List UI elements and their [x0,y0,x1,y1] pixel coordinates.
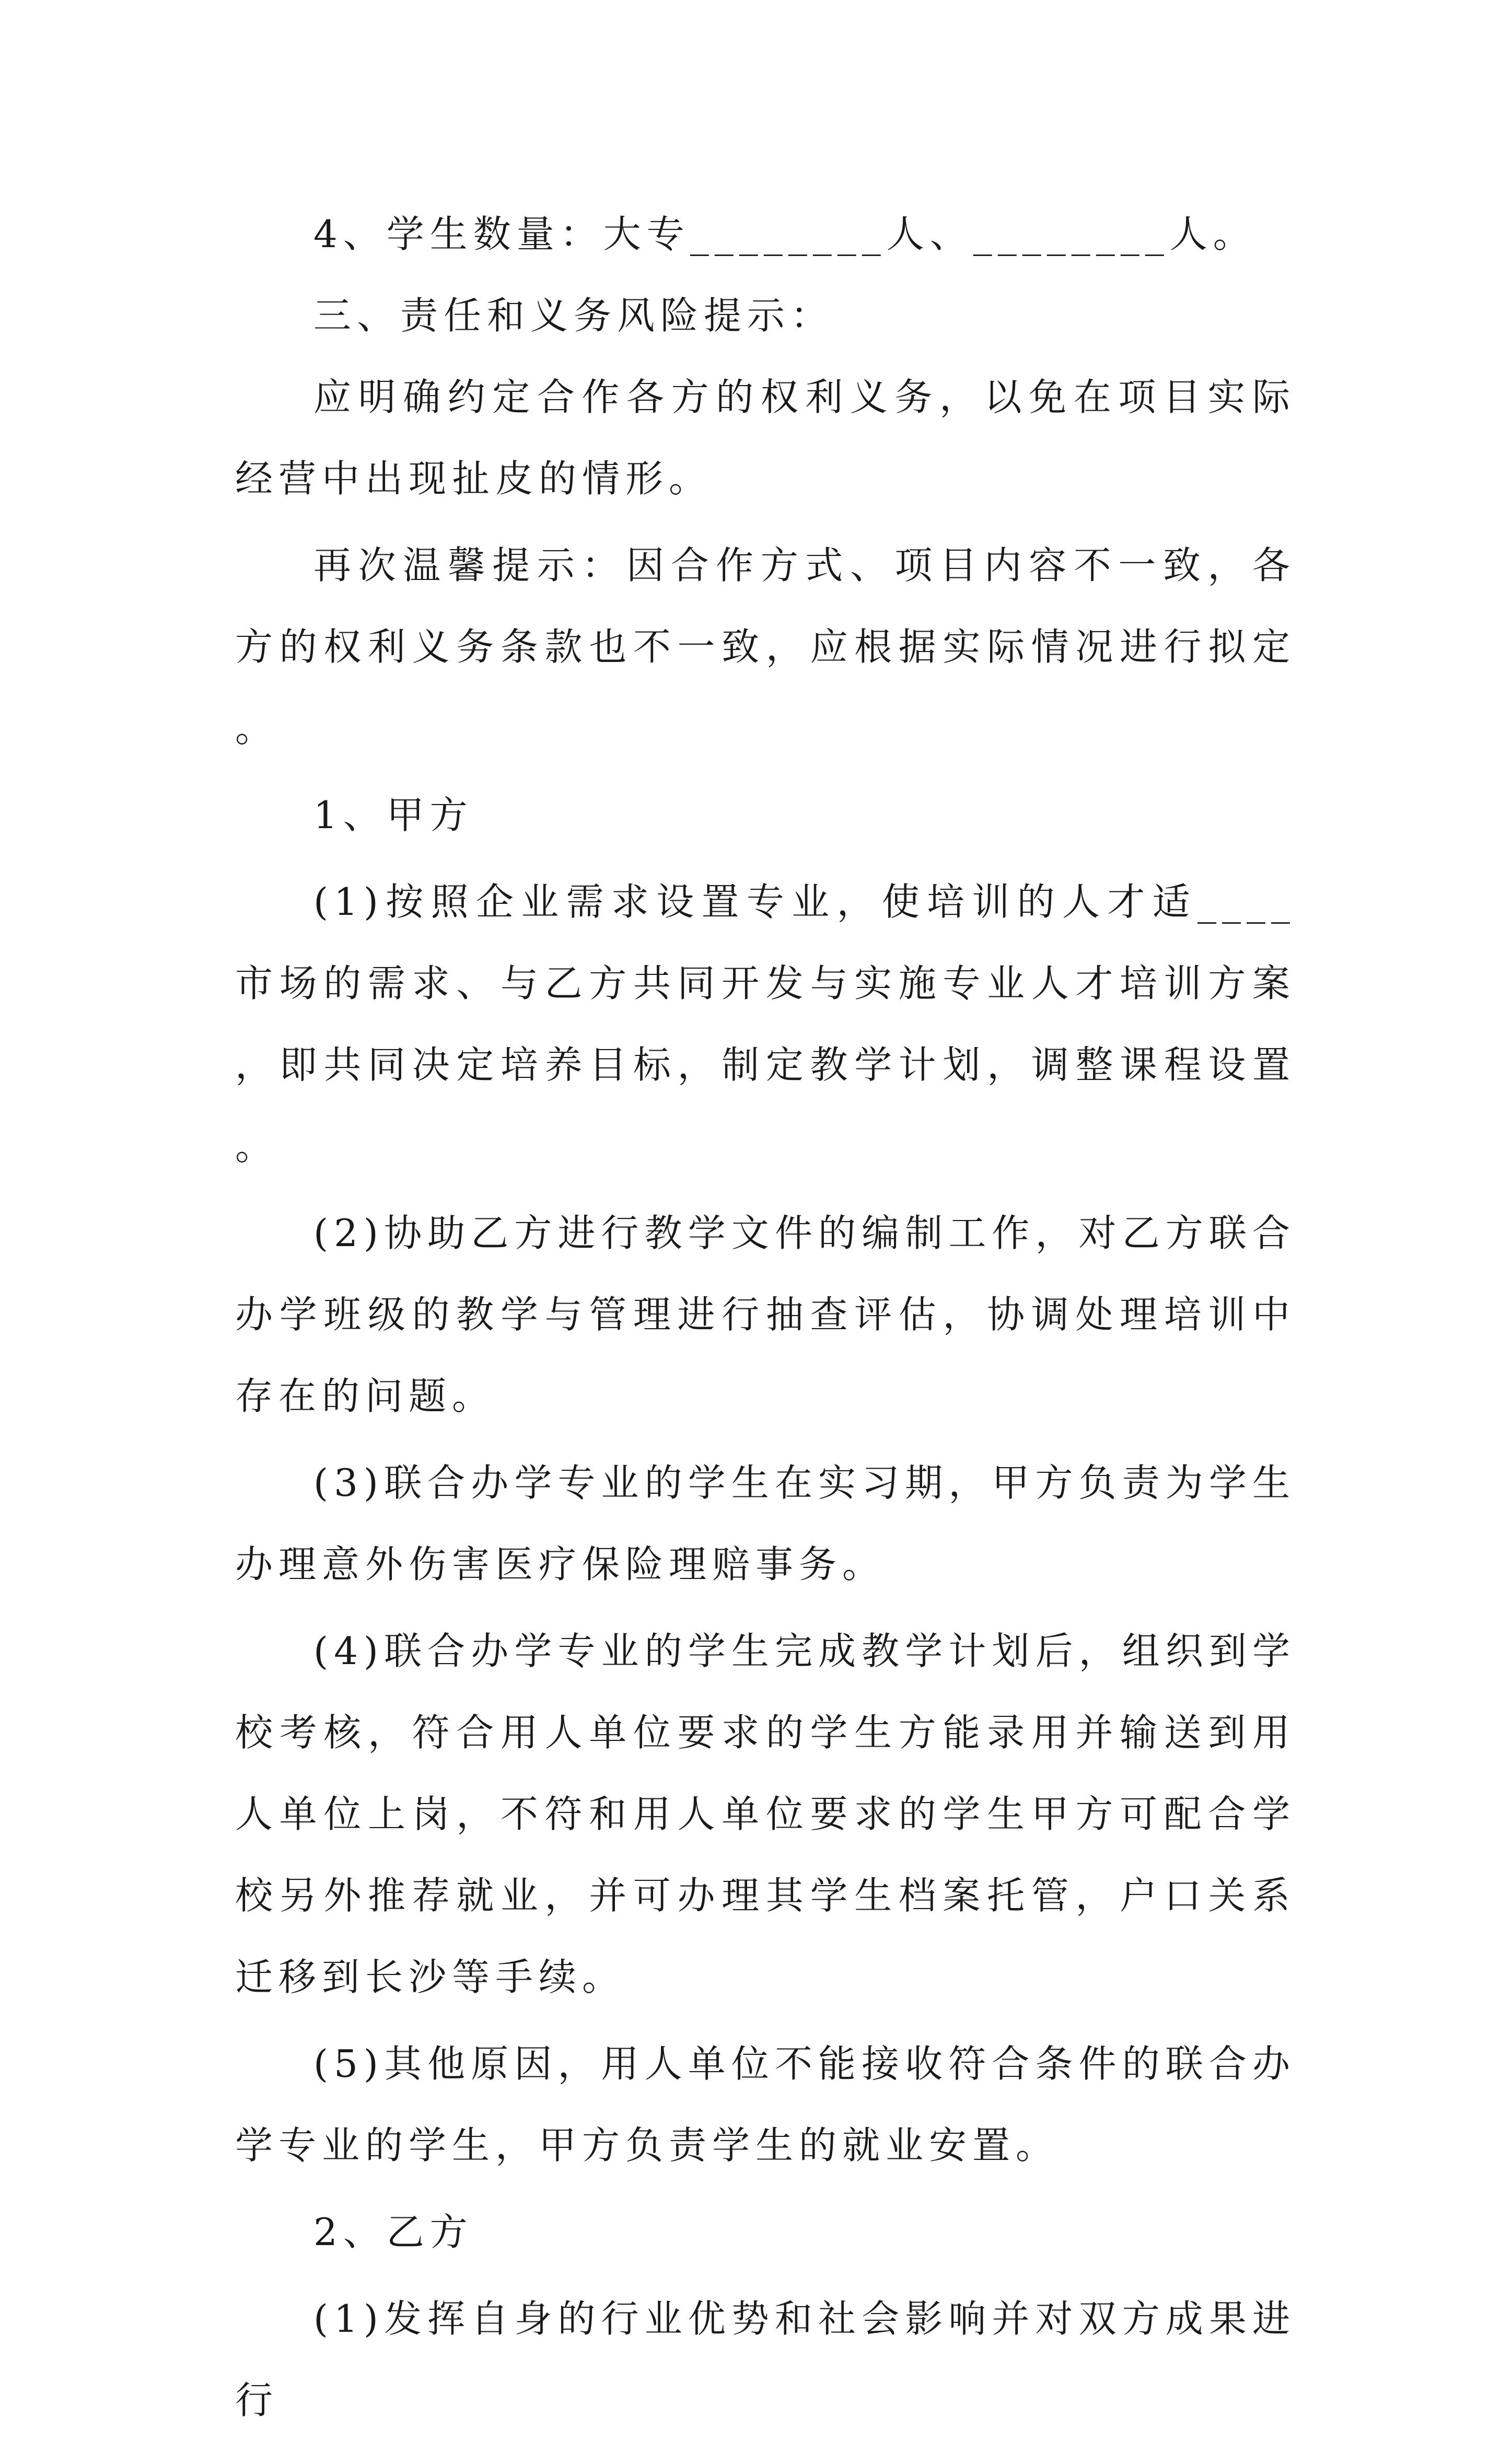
paragraph-party-a-item-2: (2)协助乙方进行教学文件的编制工作，对乙方联合办学班级的教学与管理进行抽查评估，协调处理培训中存在的问题。 [235,1211,1296,1418]
paragraph-party-a-item-1: (1)按照企业需求设置专业，使培训的人才适____市场的需求、与乙方共同开发与实施专业人才培训方案，即共同决定培养目标，制定教学计划，调整课程设置。 [235,880,1296,1168]
paragraph-rights-duties: 应明确约定合作各方的权利义务，以免在项目实际经营中出现扯皮的情形。 [235,375,1296,501]
paragraph-party-a-item-4: (4)联合办学专业的学生完成教学计划后，组织到学校考核，符合用人单位要求的学生方能录用并输送到用人单位上岗，不符和用人单位要求的学生甲方可配合学校另外推荐就业，并可办理其学生档案托管，户口关系迁移到长沙等手续。 [235,1629,1296,1999]
paragraph-reminder: 再次温馨提示：因合作方式、项目内容不一致，各方的权利义务条款也不一致，应根据实际情况进行拟定。 [235,543,1296,750]
section-heading-responsibility: 三、责任和义务风险提示： [313,294,834,338]
subheading-party-a: 1、甲方 [313,793,473,837]
paragraph-party-b-item-1: (1)发挥自身的行业优势和社会影响并对双方成果进行 [235,2297,1296,2422]
paragraph-party-a-item-3: (3)联合办学专业的学生在实习期，甲方负责为学生办理意外伤害医疗保险理赔事务。 [235,1461,1296,1586]
paragraph-student-count: 4、学生数量：大专________人、________人。 [313,212,1257,256]
subheading-party-b: 2、乙方 [313,2210,473,2254]
document-body [235,193,1296,2441]
paragraph-party-a-item-5: (5)其他原因，用人单位不能接收符合条件的联合办学专业的学生，甲方负责学生的就业安置。 [235,2042,1296,2167]
